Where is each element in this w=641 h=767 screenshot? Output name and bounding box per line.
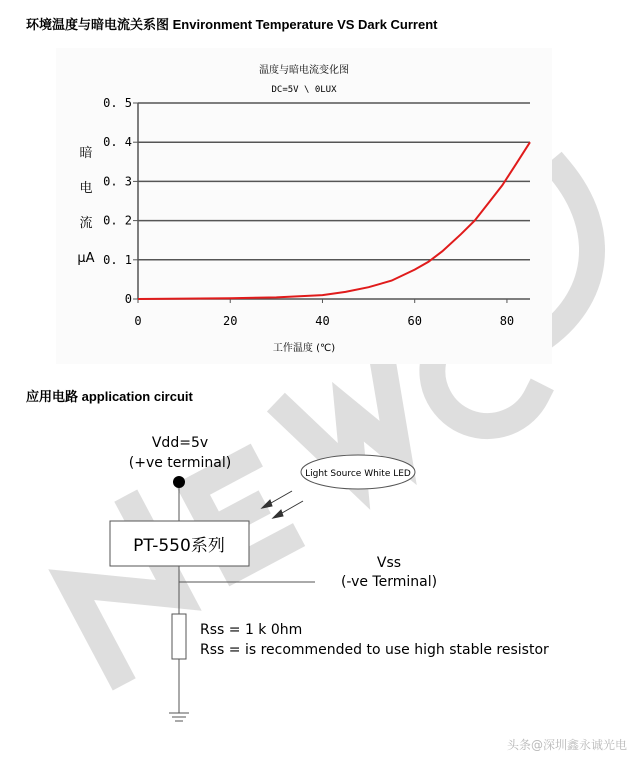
chart-section-title: 环境温度与暗电流关系图 Environment Temperature VS Dark Current	[26, 17, 438, 32]
circuit-section-title: 应用电路 application circuit	[26, 389, 193, 404]
resistor-rss	[172, 614, 186, 659]
chart-svg	[56, 48, 552, 364]
vdd-terminal-dot	[173, 476, 185, 488]
x-tick-label: 60	[407, 314, 422, 328]
y-tick-label: 0. 1	[103, 252, 132, 267]
y-axis-label-char: μA	[77, 251, 95, 266]
vss-label: Vss	[376, 555, 402, 571]
y-axis-label-char: 暗	[79, 146, 93, 161]
y-tick-label: 0. 2	[103, 213, 132, 228]
rss-value: Rss = 1 k 0hm	[200, 622, 303, 638]
y-tick-label: 0. 4	[103, 135, 132, 150]
vdd-note: (+ve terminal)	[128, 455, 232, 471]
x-tick-label: 40	[315, 314, 330, 328]
chart-title: 温度与暗电流变化图	[259, 65, 349, 76]
chart-subtitle: DC=5V \ 0LUX	[271, 85, 337, 95]
light-arrows-icon	[262, 491, 303, 518]
x-tick-label: 0	[134, 314, 142, 328]
y-axis-label-char: 流	[79, 216, 93, 231]
vdd-label: Vdd=5v	[151, 435, 209, 451]
x-axis-label: 工作温度 (℃)	[272, 343, 336, 354]
device-label: PT-550系列	[133, 536, 225, 556]
x-tick-label: 20	[223, 314, 238, 328]
y-tick-label: 0. 5	[103, 96, 132, 110]
y-axis-label-char: 电	[79, 181, 93, 196]
led-source-label: Light Source White LED	[305, 469, 411, 479]
y-tick-label: 0	[124, 292, 132, 306]
vss-note: (-ve Terminal)	[340, 574, 438, 590]
y-tick-label: 0. 3	[103, 174, 132, 189]
application-circuit	[0, 400, 641, 730]
footer-watermark: 头条@深圳鑫永诚光电	[506, 738, 627, 752]
ground-icon	[169, 713, 189, 721]
x-tick-label: 80	[499, 314, 515, 328]
dark-current-chart	[56, 48, 552, 364]
rss-note: Rss = is recommended to use high stable resistor	[200, 642, 549, 658]
